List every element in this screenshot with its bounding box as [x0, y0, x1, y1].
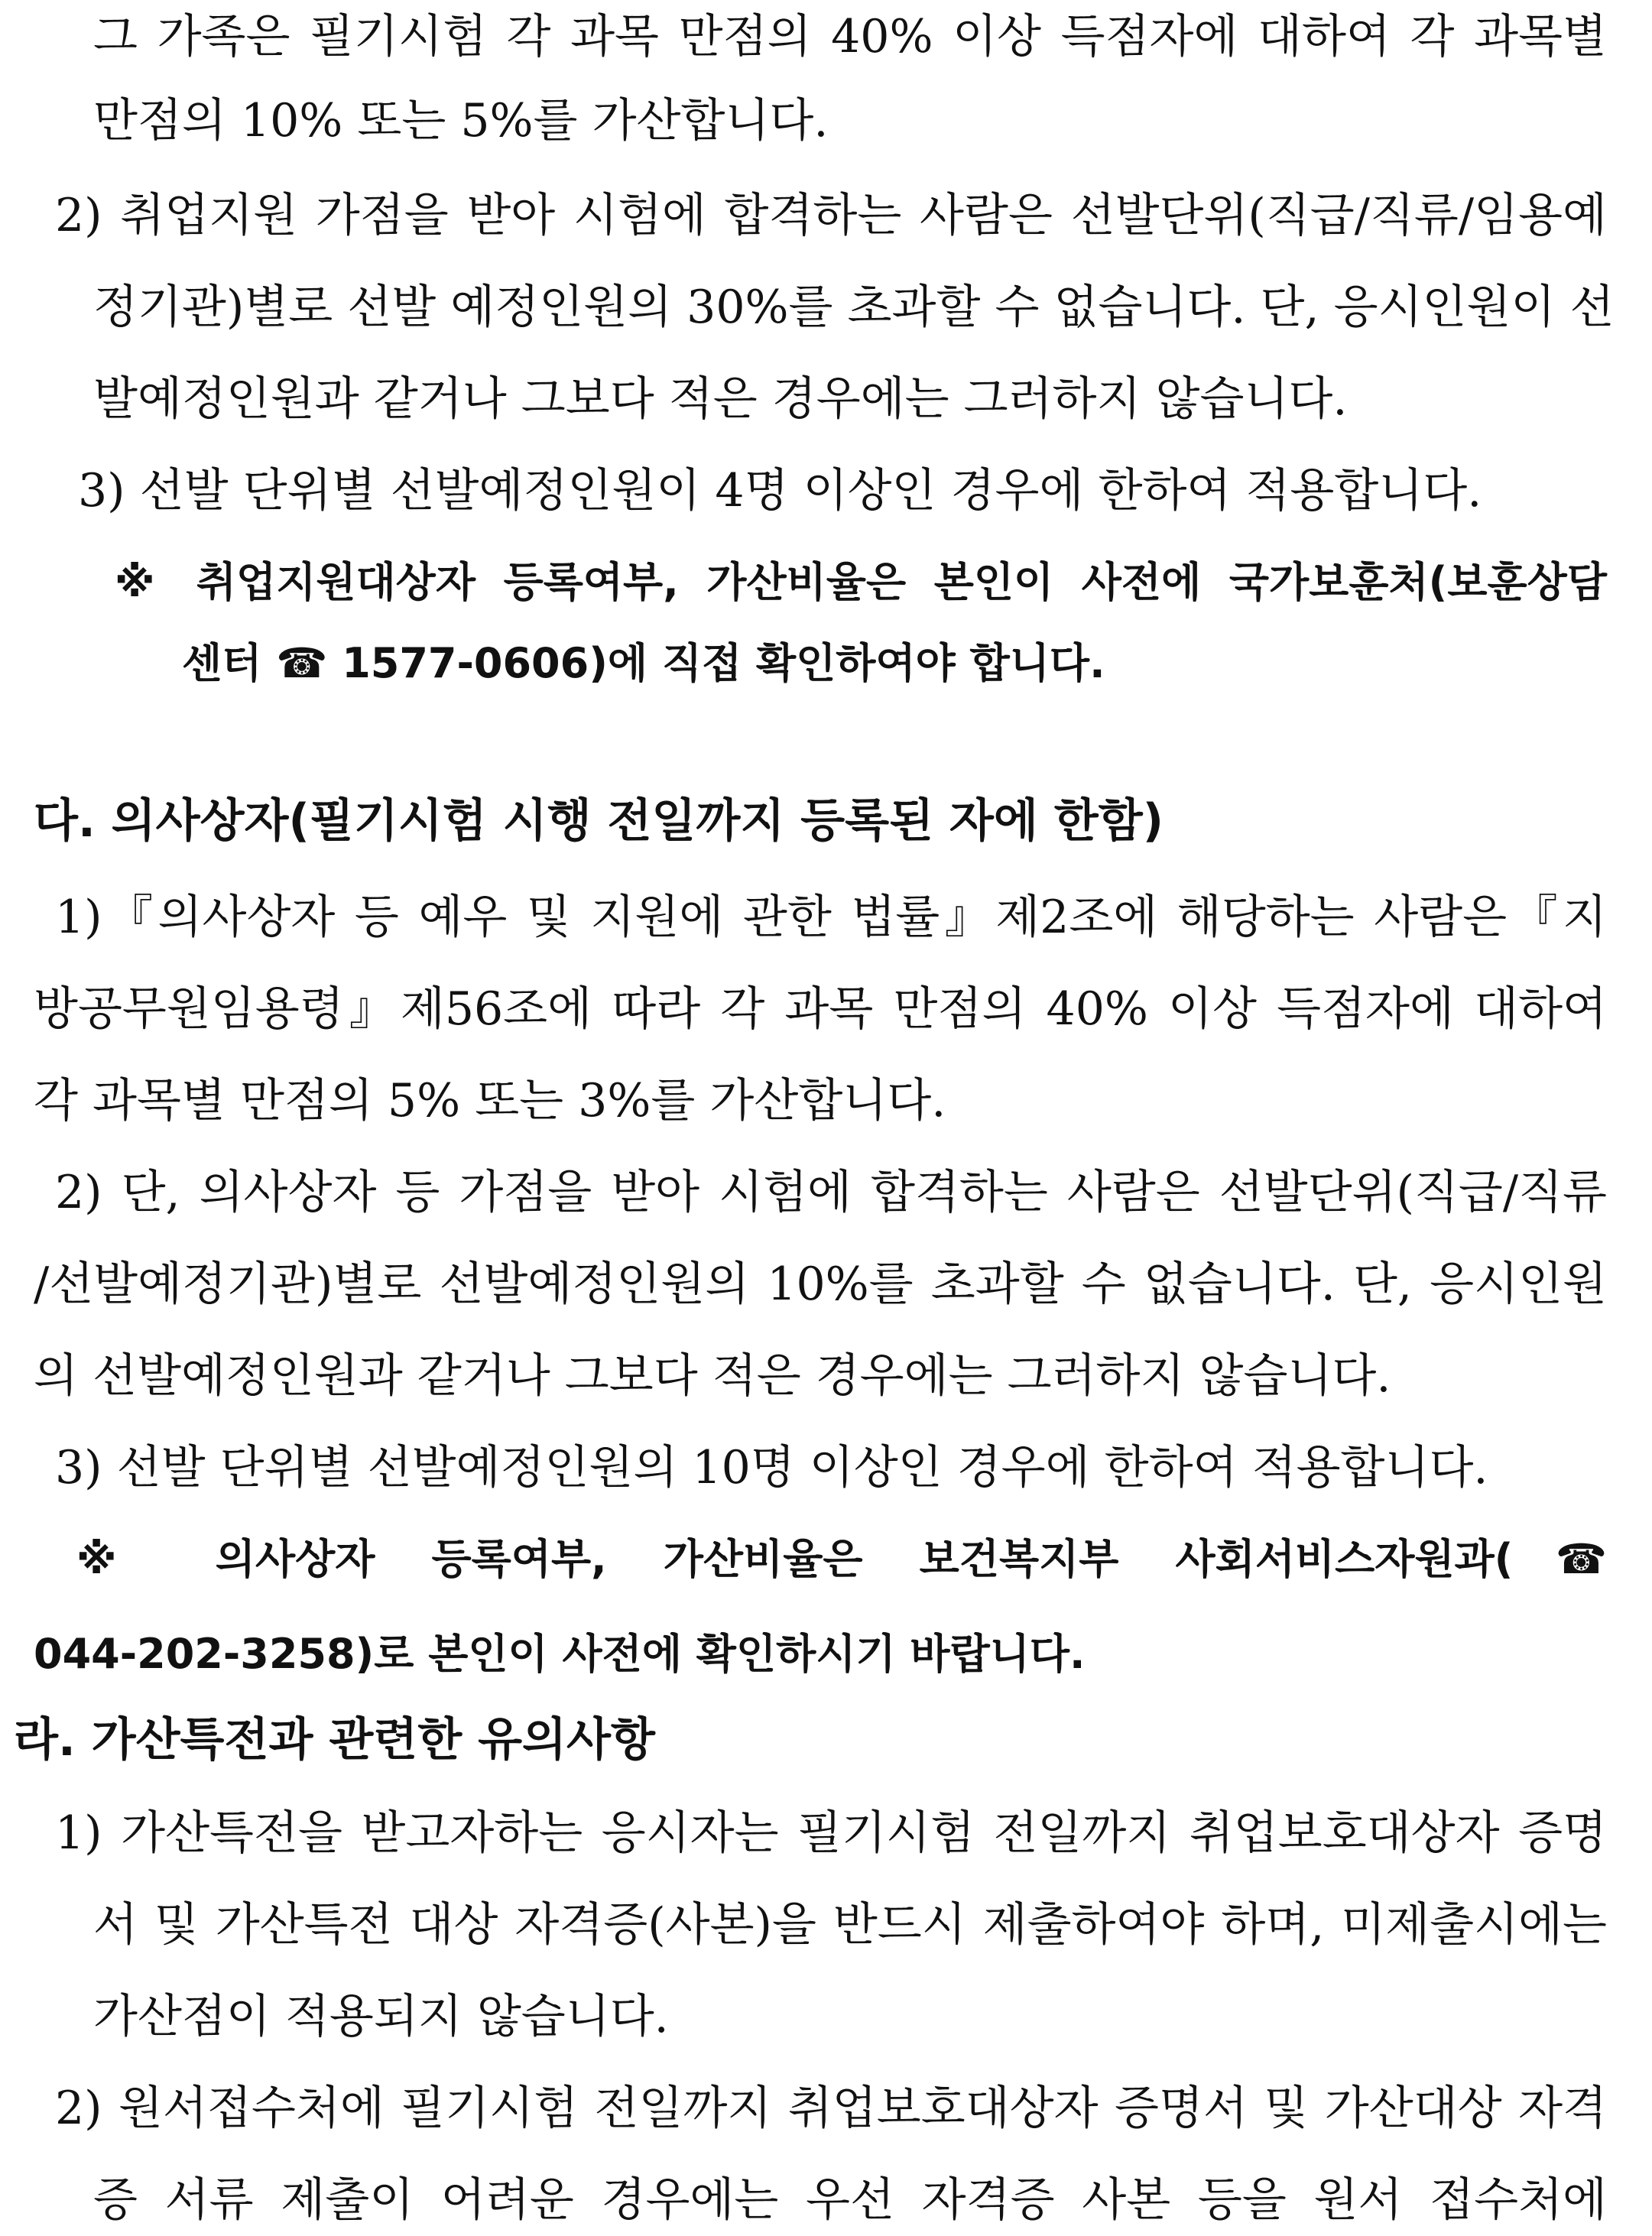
body-text-line: 각 과목별 만점의 5% 또는 3%를 가산합니다.	[34, 1074, 946, 1128]
list-item-3: 3) 선발 단위별 선발예정인원의 10명 이상인 경우에 한하여 적용합니다.	[55, 1441, 1488, 1494]
body-text-line: /선발예정기관)별로 선발예정인원의 10%를 초과할 수 없습니다. 단, 응시인원	[34, 1258, 1607, 1311]
body-text-line: 가산점이 적용되지 않습니다.	[93, 1990, 669, 2043]
body-text-line: 정기관)별로 선발 예정인원의 30%를 초과할 수 없습니다. 단, 응시인원이 선	[93, 281, 1615, 334]
notice-text-veterans: ※ 취업지원대상자 등록여부, 가산비율은 본인이 사전에 국가보훈처(보훈상담	[115, 558, 1607, 606]
list-item-1: 1) 가산특전을 받고자하는 응시자는 필기시험 전일까지 취업보호대상자 증명	[55, 1806, 1607, 1860]
list-item-2: 2) 단, 의사상자 등 가점을 받아 시험에 합격하는 사람은 선발단위(직급/직류	[55, 1166, 1607, 1219]
body-text-line: 그 가족은 필기시험 각 과목 만점의 40% 이상 득점자에 대하여 각 과목별	[93, 10, 1607, 63]
section-heading-ra: 라. 가산특전과 관련한 유의사항	[14, 1713, 655, 1767]
body-text-line: 만점의 10% 또는 5%를 가산합니다.	[93, 94, 829, 148]
list-item-3: 3) 선발 단위별 선발예정인원이 4명 이상인 경우에 한하여 적용합니다.	[78, 464, 1482, 518]
body-text-line: 발예정인원과 같거나 그보다 적은 경우에는 그러하지 않습니다.	[93, 372, 1348, 426]
section-heading-da: 다. 의사상자(필기시험 시행 전일까지 등록된 자에 한함)	[34, 794, 1164, 848]
notice-text-merit: ※ 의사상자 등록여부, 가산비율은 보건복지부 사회서비스자원과(☎	[76, 1535, 1607, 1583]
body-text-line: 방공무원임용령』제56조에 따라 각 과목 만점의 40% 이상 득점자에 대하여	[34, 982, 1607, 1036]
notice-text-veterans-cont: 센터 ☎ 1577-0606)에 직접 확인하여야 합니다.	[182, 639, 1105, 687]
notice-text-merit-cont: 044-202-3258)로 본인이 사전에 확인하시기 바랍니다.	[34, 1630, 1086, 1678]
list-item-2: 2) 원서접수처에 필기시험 전일까지 취업보호대상자 증명서 및 가산대상 자격	[55, 2082, 1607, 2135]
body-text-line: 증 서류 제출이 어려운 경우에는 우선 자격증 사본 등을 원서 접수처에	[93, 2173, 1607, 2227]
body-text-line: 의 선발예정인원과 같거나 그보다 적은 경우에는 그러하지 않습니다.	[34, 1349, 1391, 1403]
list-item-2: 2) 취업지원 가점을 받아 시험에 합격하는 사람은 선발단위(직급/직류/임용예	[55, 189, 1607, 242]
list-item-1: 1)『의사상자 등 예우 및 지원에 관한 법률』제2조에 해당하는 사람은『지	[55, 891, 1607, 944]
body-text-line: 서 및 가산특전 대상 자격증(사본)을 반드시 제출하여야 하며, 미제출시에는	[93, 1898, 1607, 1952]
